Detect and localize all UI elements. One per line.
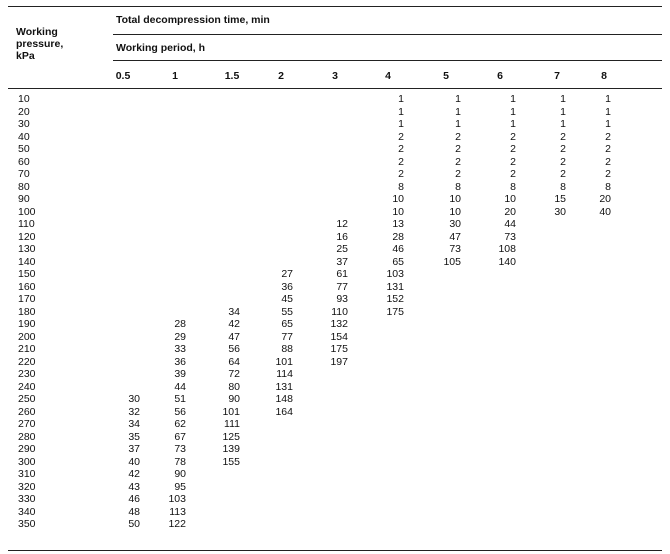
time-cell: 131 [386,280,404,293]
time-cell: 61 [336,268,348,280]
time-cell: 1 [560,118,566,130]
pressure-cell: 50 [18,143,30,155]
time-cell: 122 [168,518,186,530]
time-cell: 2 [510,130,516,143]
time-cell: 2 [398,168,404,180]
pressure-cell: 270 [18,418,36,430]
time-cell: 8 [398,180,404,193]
time-cell: 132 [330,318,348,330]
time-cell: 1 [510,118,516,130]
time-cell: 2 [560,168,566,180]
time-cell: 105 [443,255,461,268]
time-cell: 8 [605,180,611,193]
time-cell: 2 [605,168,611,180]
pressure-cell: 300 [18,455,36,468]
time-cell: 1 [605,118,611,130]
time-cell: 56 [228,343,240,355]
period-header: 1.5 [224,70,240,82]
time-cell: 44 [504,218,516,230]
time-cell: 131 [275,380,293,393]
pressure-cell: 120 [18,230,36,243]
time-cell: 35 [128,430,140,443]
time-cell: 73 [504,230,516,243]
time-cell: 1 [560,93,566,105]
period-header: 4 [385,70,391,82]
time-cell: 73 [174,443,186,455]
time-cell: 2 [455,130,461,143]
time-cell: 2 [455,155,461,168]
time-cell: 27 [281,268,293,280]
time-cell: 2 [398,143,404,155]
time-cell: 2 [455,168,461,180]
time-cell: 1 [510,93,516,105]
pressure-cell: 340 [18,505,36,518]
time-cell: 42 [128,468,140,480]
pressure-cell: 290 [18,443,36,455]
pressure-cell: 250 [18,393,36,405]
pressure-cell: 100 [18,205,36,218]
period-header: 8 [601,70,607,82]
period-header: 0.5 [115,70,131,82]
period-header: 7 [554,70,560,82]
time-cell: 40 [128,455,140,468]
time-cell: 101 [222,405,240,418]
time-cell: 2 [510,155,516,168]
time-cell: 10 [504,193,516,205]
time-cell: 43 [128,480,140,493]
time-cell: 10 [392,193,404,205]
time-cell: 1 [605,93,611,105]
time-cell: 93 [336,293,348,305]
table-subtitle: Working period, h [116,42,206,54]
time-cell: 2 [398,130,404,143]
time-cell: 8 [510,180,516,193]
pressure-cell: 40 [18,130,30,143]
time-cell: 73 [449,243,461,255]
time-cell: 2 [455,143,461,155]
pressure-cell: 200 [18,330,36,343]
time-cell: 33 [174,343,186,355]
time-cell: 90 [174,468,186,480]
time-cell: 1 [398,118,404,130]
time-cell: 2 [605,155,611,168]
pressure-cell: 30 [18,118,30,130]
time-cell: 8 [560,180,566,193]
time-cell: 95 [174,480,186,493]
time-cell: 51 [174,393,186,405]
pressure-cell: 150 [18,268,36,280]
time-cell: 34 [228,305,240,318]
time-cell: 29 [174,330,186,343]
time-cell: 1 [455,93,461,105]
time-cell: 30 [128,393,140,405]
time-cell: 30 [449,218,461,230]
period-header: 5 [443,70,449,82]
time-cell: 2 [398,155,404,168]
time-cell: 1 [605,105,611,118]
time-cell: 1 [455,118,461,130]
pressure-cell: 210 [18,343,36,355]
time-cell: 65 [281,318,293,330]
time-cell: 25 [336,243,348,255]
row-header-line: kPa [16,50,35,62]
time-cell: 101 [275,355,293,368]
time-cell: 2 [510,168,516,180]
time-cell: 28 [392,230,404,243]
period-header: 6 [497,70,503,82]
time-cell: 125 [222,430,240,443]
time-cell: 103 [386,268,404,280]
pressure-cell: 350 [18,518,36,530]
time-cell: 45 [281,293,293,305]
time-cell: 72 [228,368,240,380]
time-cell: 78 [174,455,186,468]
time-cell: 37 [336,255,348,268]
time-cell: 77 [336,280,348,293]
time-cell: 37 [128,443,140,455]
time-cell: 10 [392,205,404,218]
time-cell: 90 [228,393,240,405]
pressure-cell: 170 [18,293,36,305]
pressure-cell: 160 [18,280,36,293]
time-cell: 88 [281,343,293,355]
row-header-line: pressure, [16,38,64,50]
time-cell: 103 [168,493,186,505]
time-cell: 108 [498,243,516,255]
time-cell: 48 [128,505,140,518]
time-cell: 56 [174,405,186,418]
period-header: 2 [278,70,284,82]
pressure-cell: 140 [18,255,36,268]
time-cell: 36 [281,280,293,293]
time-cell: 110 [331,305,348,318]
pressure-cell: 70 [18,168,30,180]
time-cell: 47 [228,330,240,343]
pressure-cell: 180 [18,305,36,318]
time-cell: 20 [599,193,611,205]
time-cell: 155 [222,455,240,468]
time-cell: 10 [449,193,461,205]
time-cell: 46 [392,243,404,255]
time-cell: 32 [128,405,140,418]
time-cell: 62 [174,418,186,430]
time-cell: 2 [510,143,516,155]
pressure-cell: 80 [18,180,30,193]
row-header-line: Working [16,26,58,38]
time-cell: 36 [174,355,186,368]
time-cell: 44 [174,380,186,393]
time-cell: 65 [392,255,404,268]
time-cell: 10 [449,205,461,218]
pressure-cell: 330 [18,493,36,505]
time-cell: 1 [510,105,516,118]
time-cell: 50 [128,518,140,530]
time-cell: 2 [605,130,611,143]
time-cell: 12 [336,218,348,230]
time-cell: 197 [330,355,348,368]
pressure-cell: 280 [18,430,36,443]
pressure-cell: 130 [18,243,36,255]
pressure-cell: 10 [18,93,30,105]
time-cell: 15 [554,193,566,205]
time-cell: 148 [275,393,293,405]
time-cell: 164 [275,405,293,418]
time-cell: 47 [449,230,461,243]
pressure-cell: 90 [18,193,30,205]
time-cell: 40 [599,205,611,218]
time-cell: 154 [330,330,348,343]
time-cell: 8 [455,180,461,193]
time-cell: 46 [128,493,140,505]
time-cell: 30 [554,205,566,218]
time-cell: 77 [281,330,293,343]
time-cell: 113 [169,505,186,518]
time-cell: 34 [128,418,140,430]
period-header: 3 [332,70,338,82]
pressure-cell: 190 [18,318,36,330]
time-cell: 2 [560,130,566,143]
time-cell: 140 [498,255,516,268]
time-cell: 111 [224,418,240,430]
time-cell: 67 [174,430,186,443]
pressure-cell: 320 [18,480,36,493]
time-cell: 55 [281,305,293,318]
time-cell: 175 [330,343,348,355]
time-cell: 1 [398,93,404,105]
time-cell: 175 [386,305,404,318]
pressure-cell: 310 [18,468,36,480]
pressure-cell: 260 [18,405,36,418]
time-cell: 39 [174,368,186,380]
pressure-cell: 240 [18,380,36,393]
time-cell: 152 [386,293,404,305]
time-cell: 28 [174,318,186,330]
time-cell: 42 [228,318,240,330]
pressure-cell: 230 [18,368,36,380]
pressure-cell: 110 [18,218,35,230]
time-cell: 2 [560,155,566,168]
time-cell: 13 [392,218,404,230]
time-cell: 114 [276,368,293,380]
time-cell: 1 [455,105,461,118]
time-cell: 1 [398,105,404,118]
time-cell: 1 [560,105,566,118]
time-cell: 20 [504,205,516,218]
time-cell: 80 [228,380,240,393]
time-cell: 139 [222,443,240,455]
time-cell: 64 [228,355,240,368]
pressure-cell: 60 [18,155,30,168]
period-header: 1 [172,70,178,82]
time-cell: 16 [336,230,348,243]
pressure-cell: 20 [18,105,30,118]
time-cell: 2 [560,143,566,155]
time-cell: 2 [605,143,611,155]
pressure-cell: 220 [18,355,36,368]
table-title: Total decompression time, min [116,14,270,26]
